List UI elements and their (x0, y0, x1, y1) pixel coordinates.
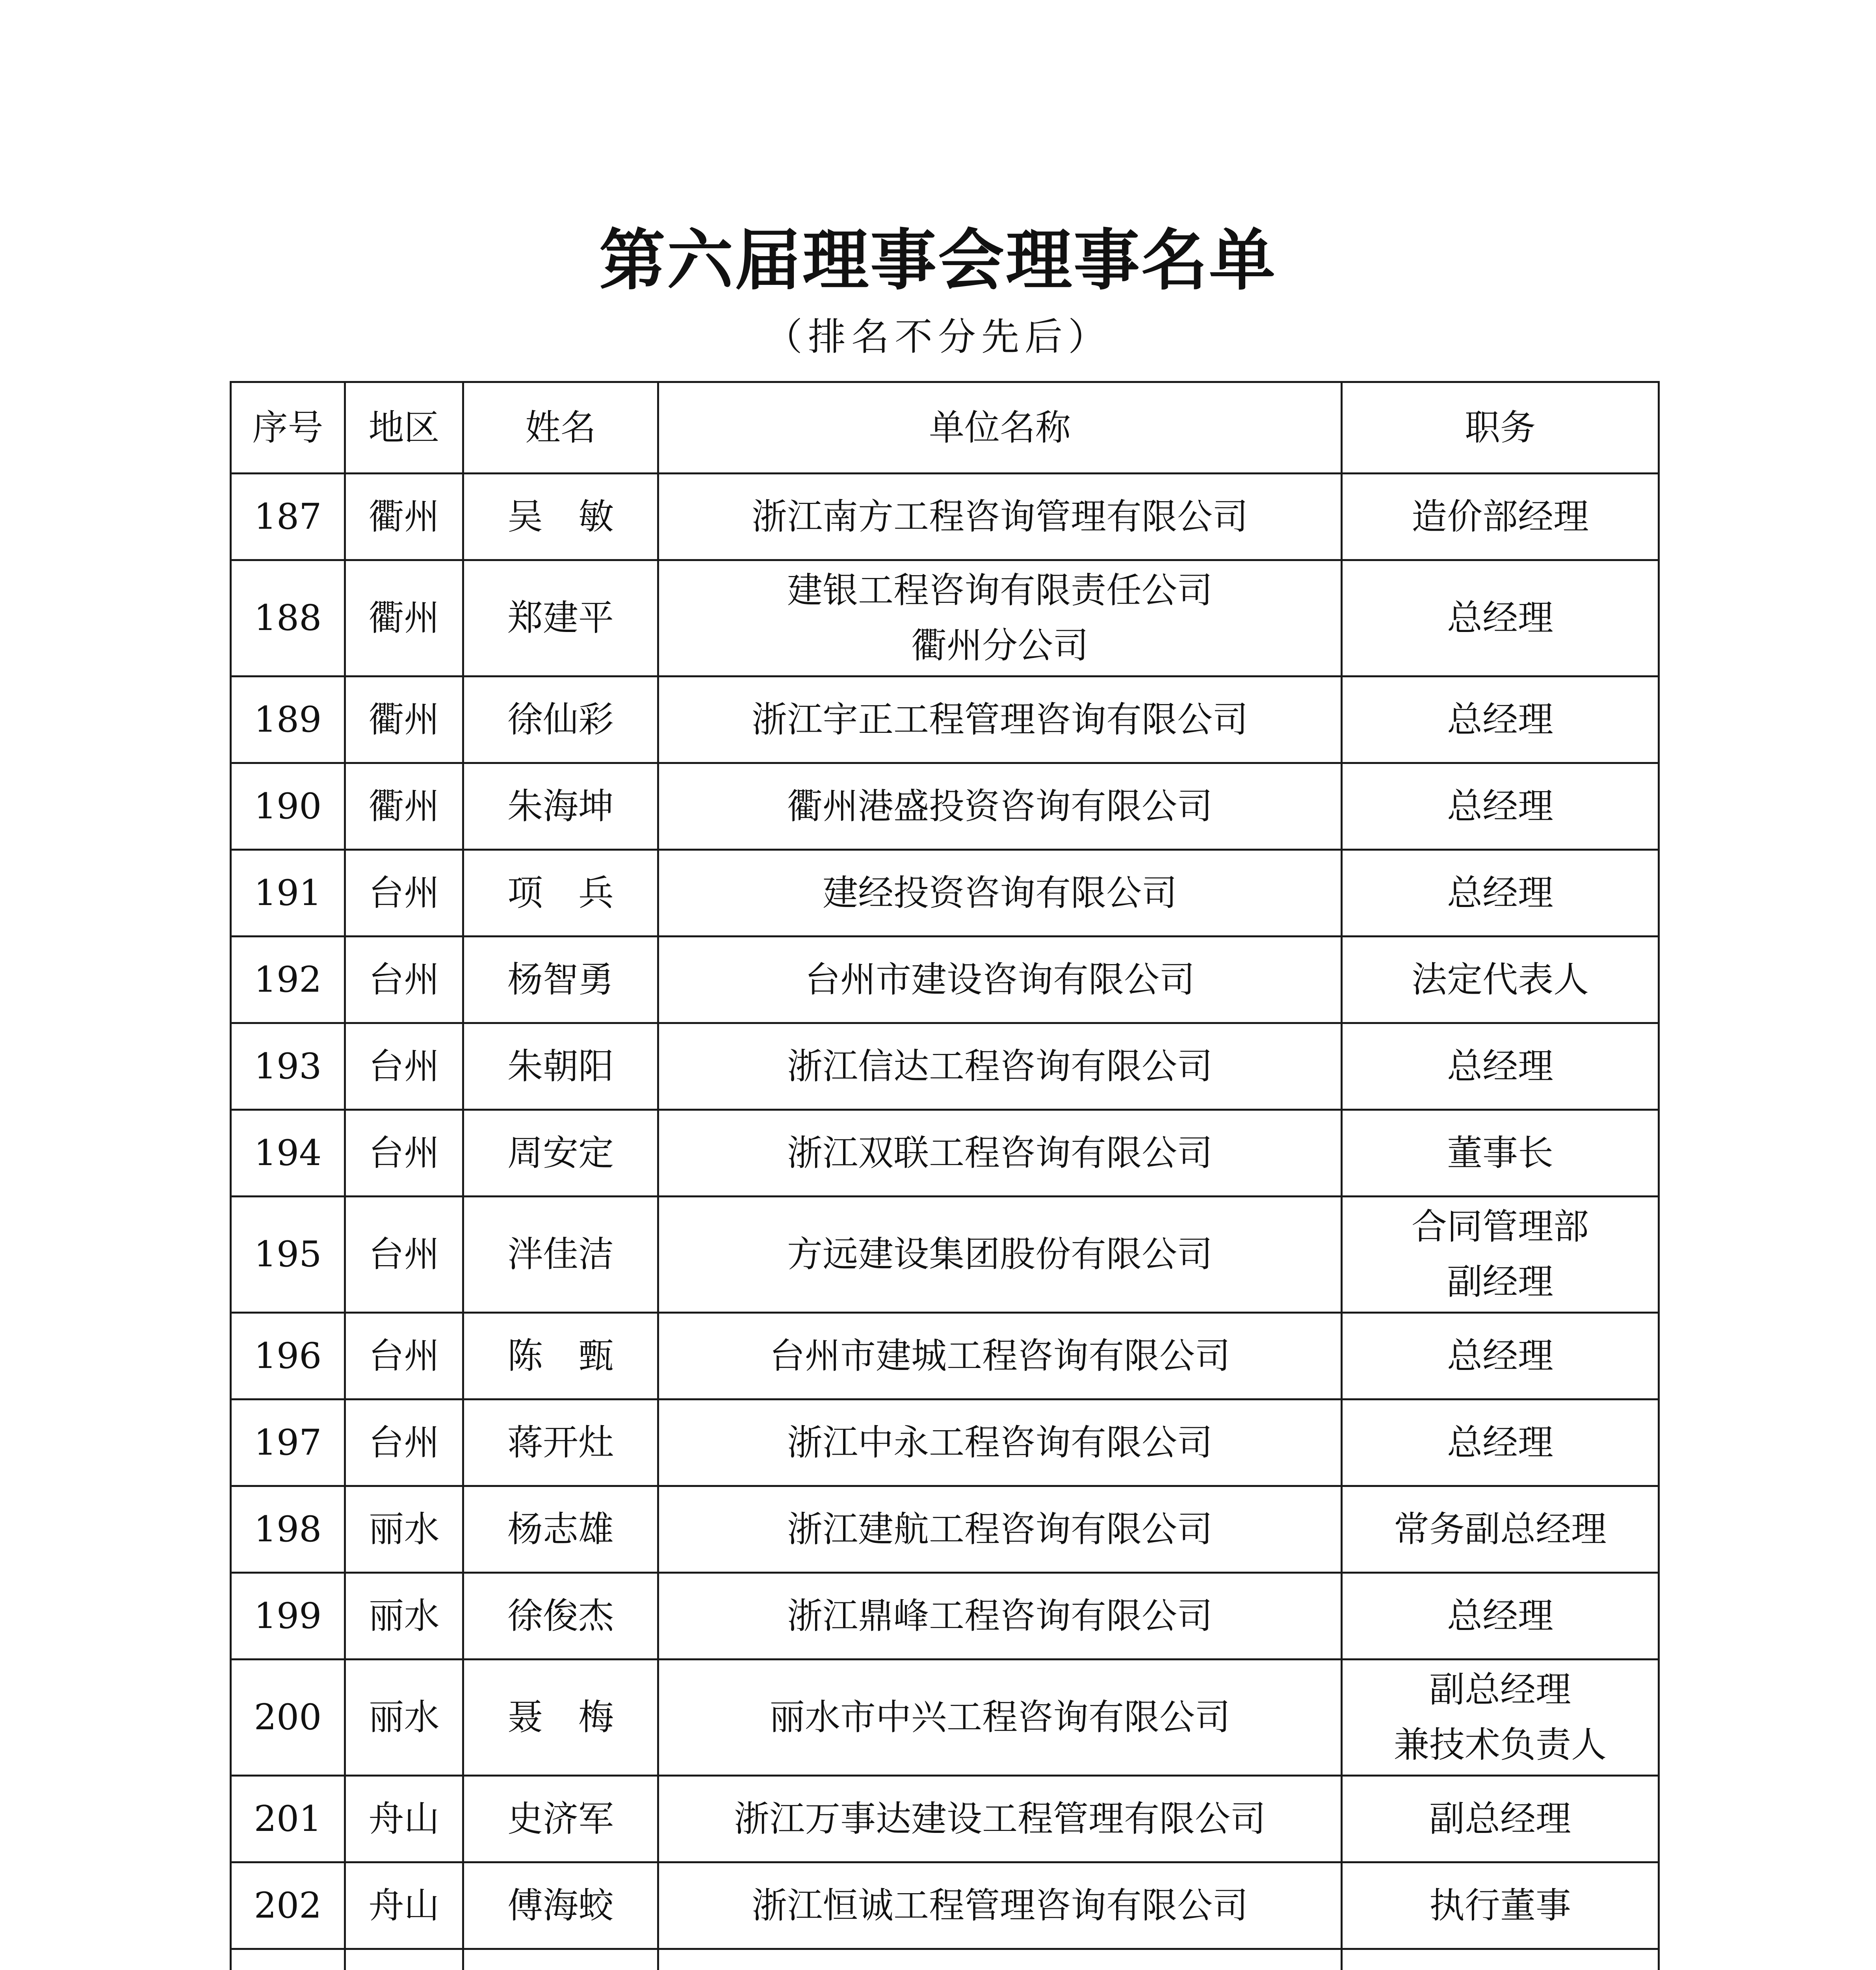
cell-organization (658, 763, 1342, 850)
cell-region: 台州 (345, 1110, 463, 1197)
cell-serial-number: 192 (231, 937, 345, 1023)
cell-region: 丽水 (345, 1660, 463, 1776)
cell-organization (658, 676, 1342, 763)
cell-name: 郑建平 (463, 560, 658, 676)
cell-position (1342, 1486, 1659, 1573)
cell-organization-line: 浙江宇正工程管理咨询有限公司 (752, 699, 1248, 740)
table-row (231, 1399, 1659, 1486)
cell-position (1342, 1313, 1659, 1399)
table-row (231, 474, 1659, 560)
cell-name: 蒋开灶 (463, 1399, 658, 1486)
cell-position-line: 总经理 (1447, 872, 1553, 914)
cell-organization (658, 1313, 1342, 1399)
cell-region: 台州 (345, 1197, 463, 1313)
cell-name: 泮佳洁 (463, 1197, 658, 1313)
table-row (231, 1573, 1659, 1660)
cell-organization (658, 1862, 1342, 1949)
cell-name: 徐仙彩 (463, 676, 658, 763)
cell-name: 项 兵 (463, 850, 658, 937)
cell-serial-number (231, 1949, 345, 1970)
cell-organization-line: 衢州分公司 (911, 625, 1088, 666)
cell-position-line: 总经理 (1447, 1335, 1553, 1377)
cell-position (1342, 1399, 1659, 1486)
cell-organization-line: 台州市建设咨询有限公司 (805, 959, 1195, 1000)
cell-serial-number: 198 (231, 1486, 345, 1573)
table-row (231, 1949, 1659, 1970)
cell-position (1342, 1776, 1659, 1862)
cell-position-line: 总经理 (1447, 597, 1553, 639)
cell-organization (658, 850, 1342, 937)
cell-name: 陈 甄 (463, 1313, 658, 1399)
cell-organization (658, 1573, 1342, 1660)
cell-position (1342, 937, 1659, 1023)
cell-position-line: 法定代表人 (1412, 959, 1589, 1000)
cell-region: 舟山 (345, 1776, 463, 1862)
cell-organization (658, 1949, 1342, 1970)
cell-serial-number: 190 (231, 763, 345, 850)
cell-organization (658, 1486, 1342, 1573)
cell-name: 吴 敏 (463, 474, 658, 560)
cell-name: 傅海蛟 (463, 1862, 658, 1949)
cell-position (1342, 1110, 1659, 1197)
cell-region: 丽水 (345, 1486, 463, 1573)
cell-region: 丽水 (345, 1573, 463, 1660)
cell-serial-number: 200 (231, 1660, 345, 1776)
cell-name (463, 1949, 658, 1970)
cell-region: 台州 (345, 937, 463, 1023)
cell-organization-line: 衢州港盛投资咨询有限公司 (787, 785, 1213, 827)
cell-organization-line: 浙江双联工程咨询有限公司 (787, 1132, 1213, 1174)
table-body (231, 474, 1659, 1970)
cell-organization (658, 937, 1342, 1023)
cell-organization (658, 1197, 1342, 1313)
cell-organization (658, 1660, 1342, 1776)
cell-region: 衢州 (345, 676, 463, 763)
cell-position (1342, 1862, 1659, 1949)
table-row (231, 1660, 1659, 1776)
cell-organization-line: 丽水市中兴工程咨询有限公司 (769, 1697, 1230, 1738)
cell-serial-number: 197 (231, 1399, 345, 1486)
header-position: 职务 (1342, 382, 1659, 474)
cell-organization (658, 560, 1342, 676)
cell-organization-line: 浙江中永工程咨询有限公司 (787, 1422, 1213, 1463)
table-row (231, 1486, 1659, 1573)
cell-name: 朱朝阳 (463, 1023, 658, 1110)
cell-position-line: 常务副总经理 (1394, 1508, 1607, 1550)
cell-position-line: 总经理 (1447, 1595, 1553, 1637)
cell-position-line: 总经理 (1447, 699, 1553, 740)
cell-name: 徐俊杰 (463, 1573, 658, 1660)
cell-serial-number: 194 (231, 1110, 345, 1197)
cell-organization-line (659, 1965, 1341, 1970)
cell-serial-number: 199 (231, 1573, 345, 1660)
cell-position-line: 造价部经理 (1412, 496, 1589, 537)
cell-organization-line: 浙江万事达建设工程管理有限公司 (734, 1798, 1266, 1840)
cell-position-line: 执行董事 (1429, 1885, 1571, 1926)
cell-name: 朱海坤 (463, 763, 658, 850)
table-row (231, 937, 1659, 1023)
cell-position-line: 兼技术负责人 (1394, 1724, 1607, 1766)
cell-organization-line: 浙江建航工程咨询有限公司 (787, 1508, 1213, 1550)
cell-name: 聂 梅 (463, 1660, 658, 1776)
cell-organization-line: 浙江恒诚工程管理咨询有限公司 (752, 1885, 1248, 1926)
cell-name: 杨智勇 (463, 937, 658, 1023)
cell-position (1342, 676, 1659, 763)
table-row (231, 1023, 1659, 1110)
header-name: 姓名 (463, 382, 658, 474)
cell-serial-number: 195 (231, 1197, 345, 1313)
cell-region: 台州 (345, 1023, 463, 1110)
cell-region: 衢州 (345, 560, 463, 676)
cell-organization-line: 建经投资咨询有限公司 (823, 872, 1177, 914)
member-table (230, 381, 1660, 1970)
cell-position (1342, 1197, 1659, 1313)
cell-organization-line: 浙江信达工程咨询有限公司 (787, 1045, 1213, 1087)
cell-serial-number: 187 (231, 474, 345, 560)
page-title: 第六届理事会理事名单 (599, 221, 1277, 299)
table-row (231, 763, 1659, 850)
cell-position-line: 副总经理 (1429, 1669, 1571, 1710)
cell-organization-line: 浙江鼎峰工程咨询有限公司 (787, 1595, 1213, 1637)
cell-serial-number: 188 (231, 560, 345, 676)
cell-position (1342, 1949, 1659, 1970)
cell-position (1342, 560, 1659, 676)
cell-position-line: 总经理 (1447, 785, 1553, 827)
cell-position-line: 总经理 (1447, 1045, 1553, 1087)
cell-position (1342, 474, 1659, 560)
cell-serial-number: 202 (231, 1862, 345, 1949)
cell-organization (658, 474, 1342, 560)
cell-region (345, 1949, 463, 1970)
table-header-row (231, 382, 1659, 474)
cell-region: 衢州 (345, 763, 463, 850)
cell-position (1342, 1660, 1659, 1776)
cell-position-line: 合同管理部 (1412, 1206, 1589, 1247)
cell-name: 周安定 (463, 1110, 658, 1197)
cell-position (1342, 763, 1659, 850)
cell-name: 史济军 (463, 1776, 658, 1862)
cell-region: 台州 (345, 1399, 463, 1486)
cell-region: 衢州 (345, 474, 463, 560)
table-row (231, 1197, 1659, 1313)
cell-name: 杨志雄 (463, 1486, 658, 1573)
cell-organization-line: 方远建设集团股份有限公司 (787, 1234, 1213, 1275)
cell-position (1342, 1573, 1659, 1660)
cell-position-line: 副经理 (1447, 1261, 1553, 1303)
cell-organization-line: 浙江南方工程咨询管理有限公司 (752, 496, 1248, 537)
cell-position (1342, 850, 1659, 937)
cell-position-line: 总经理 (1447, 1422, 1553, 1463)
table-row (231, 1862, 1659, 1949)
header-organization: 单位名称 (658, 382, 1342, 474)
page-subtitle: （排名不分先后） (765, 315, 1111, 359)
cell-serial-number: 193 (231, 1023, 345, 1110)
cell-position-line: 副总经理 (1429, 1798, 1571, 1840)
cell-serial-number: 196 (231, 1313, 345, 1399)
cell-organization (658, 1110, 1342, 1197)
table-row (231, 1110, 1659, 1197)
cell-position-line: 董事长 (1447, 1132, 1553, 1174)
cell-organization (658, 1023, 1342, 1110)
cell-serial-number: 189 (231, 676, 345, 763)
cell-organization-line: 台州市建城工程咨询有限公司 (769, 1335, 1230, 1377)
cell-organization-line: 建银工程咨询有限责任公司 (787, 570, 1213, 611)
cell-region: 台州 (345, 850, 463, 937)
table-row (231, 850, 1659, 937)
cell-position-line (1343, 1965, 1658, 1970)
cell-organization (658, 1399, 1342, 1486)
table-row (231, 560, 1659, 676)
table-row (231, 1776, 1659, 1862)
cell-position (1342, 1023, 1659, 1110)
header-serial-number: 序号 (231, 382, 345, 474)
cell-serial-number: 201 (231, 1776, 345, 1862)
cell-region: 台州 (345, 1313, 463, 1399)
header-region: 地区 (345, 382, 463, 474)
table-row (231, 1313, 1659, 1399)
cell-region: 舟山 (345, 1862, 463, 1949)
table-row (231, 676, 1659, 763)
cell-organization (658, 1776, 1342, 1862)
cell-serial-number: 191 (231, 850, 345, 937)
